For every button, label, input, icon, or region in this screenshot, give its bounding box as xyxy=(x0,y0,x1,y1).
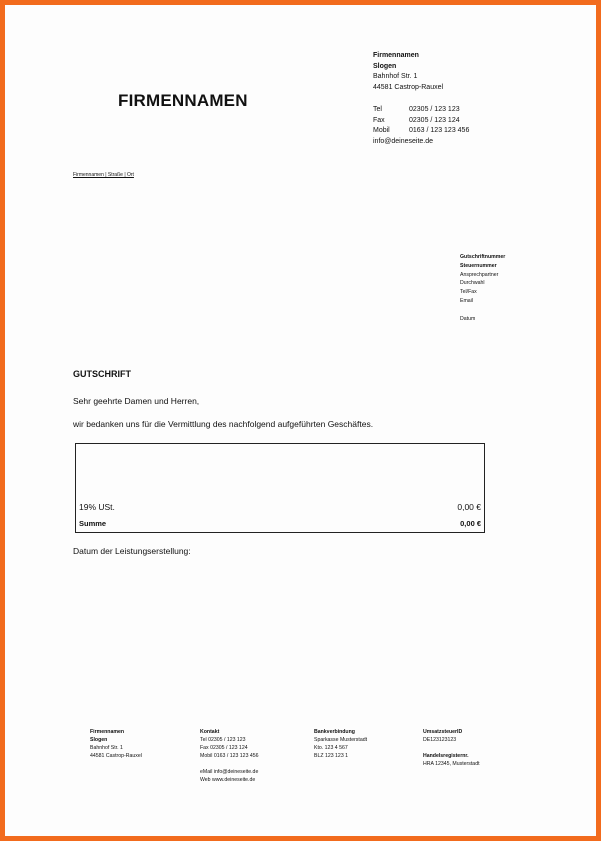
footer-company-column xyxy=(90,728,142,760)
footer-contact-column xyxy=(200,728,259,784)
sender-slogan: Slogen xyxy=(373,62,397,70)
fax-label: Fax xyxy=(373,116,385,124)
mobil-label: Mobil xyxy=(373,127,390,135)
sum-value: 0,00 € xyxy=(460,519,481,528)
sender-fax-row xyxy=(373,116,469,127)
amount-table xyxy=(75,443,485,533)
footer-register: HRA 12345, Musterstadt xyxy=(423,761,480,767)
info-tax-label: Steuernummer xyxy=(460,262,497,269)
salutation: Sehr geehrte Damen und Herren, xyxy=(73,396,200,406)
fax-value: 02305 / 123 124 xyxy=(409,116,460,124)
sender-street: Bahnhof Str. 1 xyxy=(373,73,418,81)
footer-register-heading: Handelsregisternr. xyxy=(423,753,469,759)
footer-vat-heading: UmsatzsteuerID xyxy=(423,729,463,735)
footer-blz: BLZ 123 123 1 xyxy=(314,753,349,759)
return-address-line: Firmennamen | Straße | Ort xyxy=(73,172,134,178)
tax-row xyxy=(79,502,481,512)
tel-label: Tel xyxy=(373,105,382,113)
mobil-value: 0163 / 123 123 456 xyxy=(409,127,470,135)
footer-company: Firmennamen xyxy=(90,729,125,735)
footer-street: Bahnhof Str. 1 xyxy=(90,745,123,751)
service-date-line: Datum der Leistungserstellung: xyxy=(73,546,191,556)
sum-row xyxy=(79,519,481,528)
body-text: wir bedanken uns für die Vermittlung des nachfolgend aufgeführten Geschäftes. xyxy=(73,419,374,429)
footer-email: eMail info@deineseite.de xyxy=(200,769,259,775)
footer-slogan: Slogen xyxy=(90,737,108,743)
footer-account: Kto. 123 4 567 xyxy=(314,745,348,751)
footer-mobil: Mobil 0163 / 123 123 456 xyxy=(200,753,259,759)
sender-tel-row xyxy=(373,105,469,116)
document-title: GUTSCHRIFT xyxy=(73,369,131,379)
sum-label: Summe xyxy=(79,519,107,528)
info-contact-label: Ansprechpartner xyxy=(460,271,499,278)
tax-value: 0,00 € xyxy=(457,502,481,512)
info-number-label: Gutschriftnummer xyxy=(460,254,506,260)
info-email-label: Email xyxy=(460,297,473,304)
footer-vat-id: DE123123123 xyxy=(423,737,457,743)
info-block xyxy=(460,253,505,324)
sender-email: info@deineseite.de xyxy=(373,137,434,145)
tax-label: 19% USt. xyxy=(79,502,115,512)
footer-bank-name: Sparkasse Musterstadt xyxy=(314,737,368,743)
sender-company: Firmennamen xyxy=(373,52,419,59)
footer-bank-column xyxy=(314,728,367,760)
company-logo-text: FIRMENNAMEN xyxy=(118,91,248,110)
info-date-label: Datum xyxy=(460,315,476,322)
info-phone-label: Durchwahl xyxy=(460,280,485,287)
footer-contact-heading: Kontakt xyxy=(200,729,220,735)
footer-tax-column xyxy=(423,728,480,768)
footer-tel: Tel 02305 / 123 123 xyxy=(200,737,246,743)
footer-fax: Fax 02305 / 123 124 xyxy=(200,745,248,751)
footer-bank-heading: Bankverbindung xyxy=(314,729,355,735)
tel-value: 02305 / 123 123 xyxy=(409,105,460,113)
footer-city: 44581 Castrop-Rauxel xyxy=(90,753,142,759)
info-telfax-label: Tel/Fax xyxy=(460,289,477,296)
sender-city: 44581 Castrop-Rauxel xyxy=(373,84,444,92)
footer-web: Web www.deineseite.de xyxy=(200,777,256,783)
sender-mobil-row xyxy=(373,126,469,137)
sender-address-block xyxy=(373,51,469,148)
